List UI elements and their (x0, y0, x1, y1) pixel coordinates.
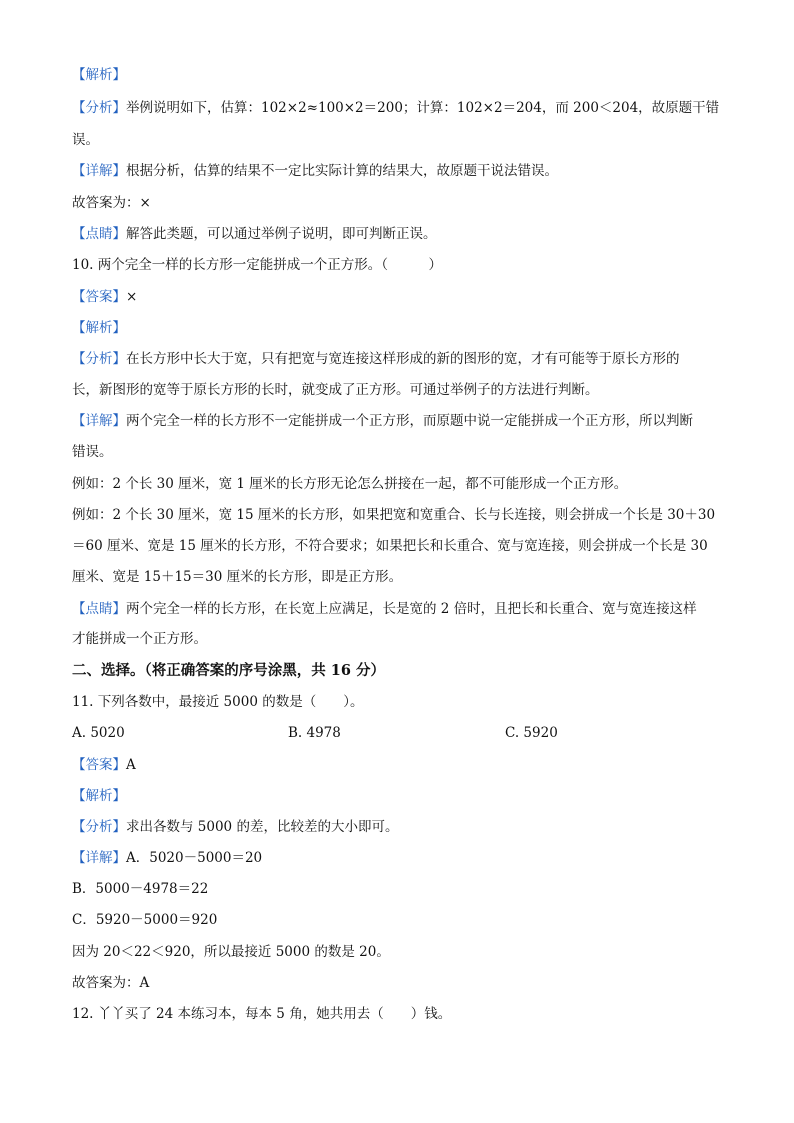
line-text: 因为 20＜22＜920，所以最接近 5000 的数是 20。 (72, 944, 390, 960)
line-text: C．5920－5000＝920 (72, 912, 218, 928)
text-line (72, 194, 151, 212)
text-line (72, 475, 627, 493)
text-line (72, 443, 113, 461)
section-tag: 【解析】 (72, 320, 126, 336)
section-tag: 【点睛】 (72, 601, 126, 617)
text-line (72, 849, 262, 867)
choice-option: A. 5020 (72, 725, 125, 741)
line-text: 误。 (72, 132, 99, 148)
text-line (72, 537, 708, 555)
text-line (72, 787, 126, 805)
section-tag: 【详解】 (72, 413, 126, 429)
line-text: 两个完全一样的长方形，在长宽上应满足，长是宽的 2 倍时，且把长和长重合、宽与宽连接这样 (126, 601, 697, 617)
section-tag: 【分析】 (72, 100, 126, 116)
line-text: 在长方形中长大于宽，只有把宽与宽连接这样形成的新的图形的宽，才有可能等于原长方形的 (126, 351, 680, 367)
section-tag: 【详解】 (72, 850, 126, 866)
section-tag: 【解析】 (72, 67, 126, 83)
text-line (72, 256, 442, 274)
line-text: ＝60 厘米、宽是 15 厘米的长方形，不符合要求；如果把长和长重合、宽与宽连接，则会拼成一个长是 30 (72, 538, 708, 554)
line-text: 例如：2 个长 30 厘米，宽 15 厘米的长方形，如果把宽和宽重合、长与长连接，则会拼成一个长是 30＋30 (72, 507, 716, 523)
text-line (72, 911, 217, 929)
section-tag: 【解析】 (72, 788, 126, 804)
text-line (72, 568, 402, 586)
line-text: A (126, 757, 136, 773)
text-line (72, 288, 137, 306)
line-text: 故答案为：A (72, 975, 150, 991)
text-line (72, 162, 558, 180)
text-line (72, 943, 390, 961)
section-tag: 【点睛】 (72, 226, 126, 242)
text-line (72, 756, 136, 774)
text-line (72, 319, 126, 337)
line-text: 举例说明如下，估算：102×2≈100×2＝200；计算：102×2＝204，而 200＜204，故原题干错 (126, 100, 720, 116)
text-line (72, 630, 207, 648)
line-text: × (126, 289, 138, 305)
text-line (72, 66, 126, 84)
section-tag: 【详解】 (72, 163, 126, 179)
text-line (72, 818, 398, 836)
line-text: 解答此类题，可以通过举例子说明，即可判断正误。 (126, 226, 437, 242)
line-text: 厘米、宽是 15＋15＝30 厘米的长方形，即是正方形。 (72, 569, 403, 585)
text-line (72, 974, 149, 992)
text-line (72, 99, 719, 117)
line-text: A．5020－5000＝20 (126, 850, 263, 866)
line-text: 11. 下列各数中，最接近 5000 的数是（ ）。 (72, 694, 364, 710)
line-text: 二、选择。（将正确答案的序号涂黑，共 16 分） (72, 662, 386, 679)
line-text: 两个完全一样的长方形不一定能拼成一个正方形，而原题中说一定能拼成一个正方形，所以判断 (126, 413, 693, 429)
text-line (72, 225, 437, 243)
text-line (72, 381, 599, 399)
line-text: 错误。 (72, 444, 113, 460)
line-text: 才能拼成一个正方形。 (72, 631, 207, 647)
text-line (72, 350, 680, 368)
line-text: 例如：2 个长 30 厘米，宽 1 厘米的长方形无论怎么拼接在一起，都不可能形成一个正方形。 (72, 476, 628, 492)
line-text: 12. 丫丫买了 24 本练习本，每本 5 角，她共用去（ ）钱。 (72, 1006, 452, 1022)
text-line (72, 600, 697, 618)
line-text: 求出各数与 5000 的差，比较差的大小即可。 (126, 819, 399, 835)
line-text: 长，新图形的宽等于原长方形的长时，就变成了正方形。可通过举例子的方法进行判断。 (72, 382, 599, 398)
line-text: 根据分析，估算的结果不一定比实际计算的结果大，故原题干说法错误。 (126, 163, 558, 179)
text-line (72, 1005, 451, 1023)
line-text: 10. 两个完全一样的长方形一定能拼成一个正方形。（ ） (72, 257, 443, 273)
line-text: B．5000－4978＝22 (72, 881, 209, 897)
section-tag: 【分析】 (72, 819, 126, 835)
text-line (72, 131, 99, 149)
choice-option: B. 4978 (288, 725, 341, 741)
section-heading (72, 662, 385, 680)
choice-option: C. 5920 (505, 725, 558, 741)
text-line (72, 506, 715, 524)
text-line (72, 693, 363, 711)
text-line (72, 412, 693, 430)
line-text: 故答案为：× (72, 195, 151, 211)
section-tag: 【答案】 (72, 289, 126, 305)
section-tag: 【分析】 (72, 351, 126, 367)
section-tag: 【答案】 (72, 757, 126, 773)
text-line (72, 880, 208, 898)
